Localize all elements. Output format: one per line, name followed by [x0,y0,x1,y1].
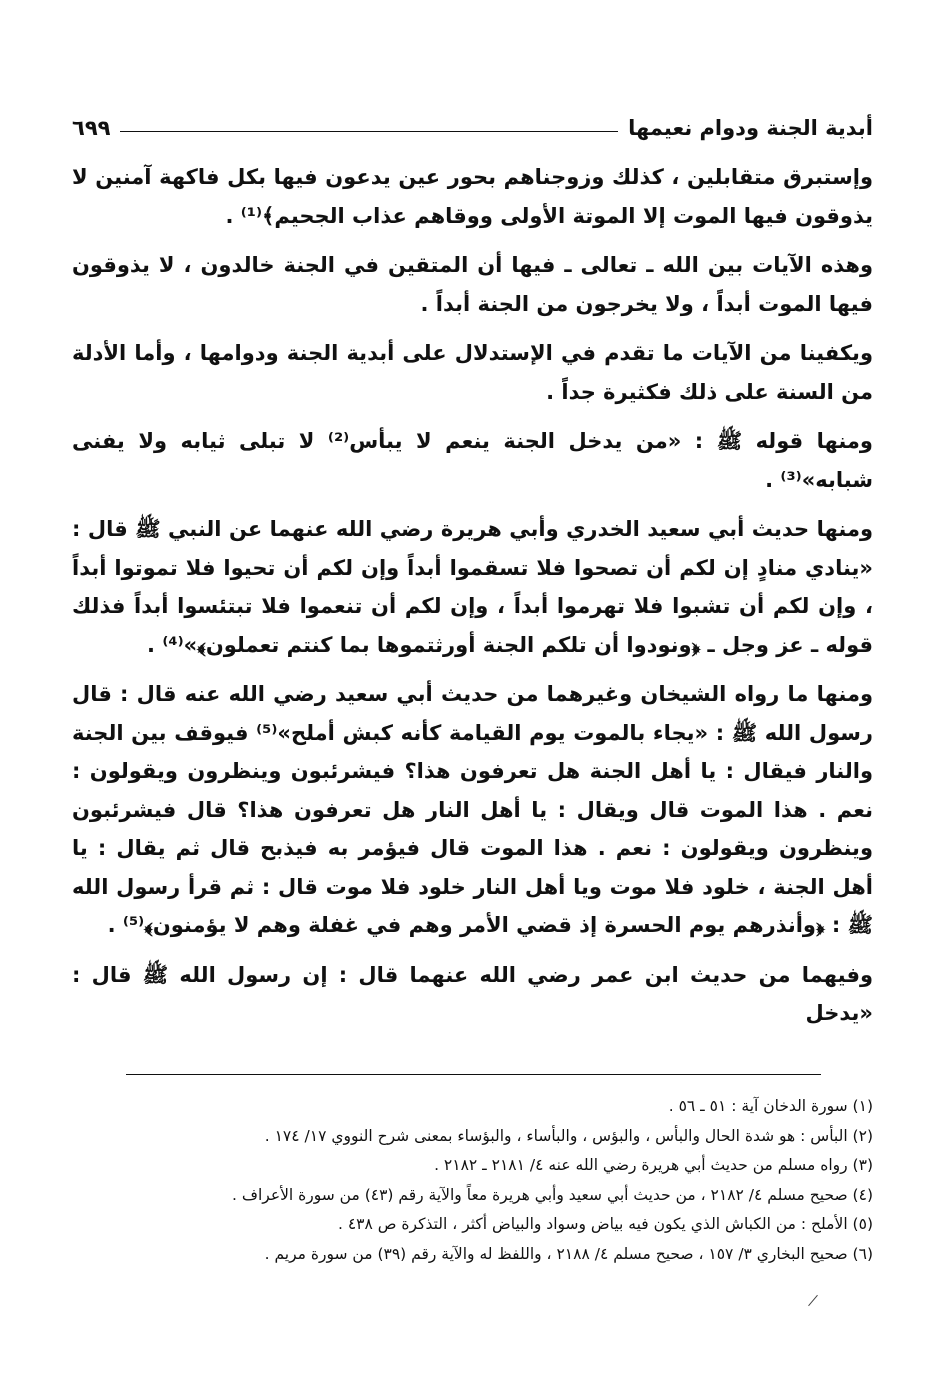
footnote: (٦) صحيح البخاري ٣/ ١٥٧ ، صحيح مسلم ٤/ ٢١٨٨ ، واللفظ له والآية رقم (٣٩) من سورة مريم . [264,1244,873,1263]
paragraph: ويكفينا من الآيات ما تقدم في الإستدلال على أبدية الجنة ودوامها ، وأما الأدلة من السنة على ذلك فكثيرة جداً . [72,341,873,404]
paragraph: وفيهما من حديث ابن عمر رضي الله عنهما قال : إن رسول الله ﷺ قال : «يدخل [72,962,873,1025]
footnote: (٣) رواه مسلم من حديث أبي هريرة رضي الله عنه ٤/ ٢١٨١ ـ ٢١٨٢ . [434,1156,873,1174]
footnote: (٤) صحيح مسلم ٤/ ٢١٨٢ ، من حديث أبي سعيد وأبي هريرة معاً والآية رقم (٤٣) من سورة الأعراف . [232,1185,873,1204]
header-rule [120,131,618,132]
footnotes [110,1092,873,1269]
footnote: (٢) البأس : هو شدة الحال والبأس ، والبؤس ، والبأساء ، والبؤساء بمعنى شرح النووي ١٧/ ١٧٤ . [264,1126,873,1145]
page-number: ٦٩٩ [72,116,111,140]
running-header [72,112,873,144]
paragraph: ومنها حديث أبي سعيد الخدري وأبي هريرة رضي الله عنهما عن النبي ﷺ قال : «ينادي منادٍ إن لكم أن تصحوا فلا تسقموا أبداً وإن لكم أن تحيوا فلا تموتوا أبداً ، وإن لكم أن تشبوا فلا تهرموا أبداً ، وإن لكم أن تنعموا فلا تبتئسوا أبداً فذلك قوله ـ عز وجل ـ ﴿ونودوا أن تلكم الجنة أورثتموها بما كنتم تعملون﴾»⁽⁴⁾ . [72,517,873,657]
footnote: (٥) الأملح : من الكباش الذي يكون فيه بياض وسواد والبياض أكثر ، التذكرة ص ٤٣٨ . [338,1215,873,1233]
paragraph: ومنها ما رواه الشيخان وغيرهما من حديث أبي سعيد رضي الله عنه قال : قال رسول الله ﷺ : «يجاء بالموت يوم القيامة كأنه كبش أملح»⁽⁵⁾ فيوقف بين الجنة والنار فيقال : يا أهل الجنة هل تعرفون هذا؟ فيشرئبون وينظرون ويقولون : نعم . هذا الموت قال ويقال : يا أهل النار هل تعرفون هذا؟ قال فيشرئبون وينظرون ويقولون : نعم . هذا الموت قال فيؤمر به فيذبح قال ثم يقال : يا أهل الجنة ، خلود فلا موت ويا أهل النار خلود فلا موت قال : ثم قرأ رسول الله ﷺ : ﴿وأنذرهم يوم الحسرة إذ قضي الأمر وهم في غفلة وهم لا يؤمنون﴾⁽⁵⁾ . [72,682,873,937]
paragraph: وإستبرق متقابلين ، كذلك وزوجناهم بحور عين يدعون فيها بكل فاكهة آمنين لا يذوقون فيها الموت إلا الموتة الأولى ووقاهم عذاب الجحيم﴾⁽¹⁾ . [72,165,873,228]
footnote-divider [126,1074,821,1075]
footnote: (١) سورة الدخان آية : ٥١ ـ ٥٦ . [668,1097,873,1115]
main-text [72,158,873,1044]
paragraph: ومنها قوله ﷺ : «من يدخل الجنة ينعم لا يبأس⁽²⁾ لا تبلى ثيابه ولا يفنى شبابه»⁽³⁾ . [72,429,873,492]
running-title: أبدية الجنة ودوام نعيمها [628,116,873,140]
pencil-mark [808,1295,818,1306]
paragraph: وهذه الآيات بين الله ـ تعالى ـ فيها أن المتقين في الجنة خالدون ، لا يذوقون فيها الموت أبداً ، ولا يخرجون من الجنة أبداً . [72,253,873,316]
